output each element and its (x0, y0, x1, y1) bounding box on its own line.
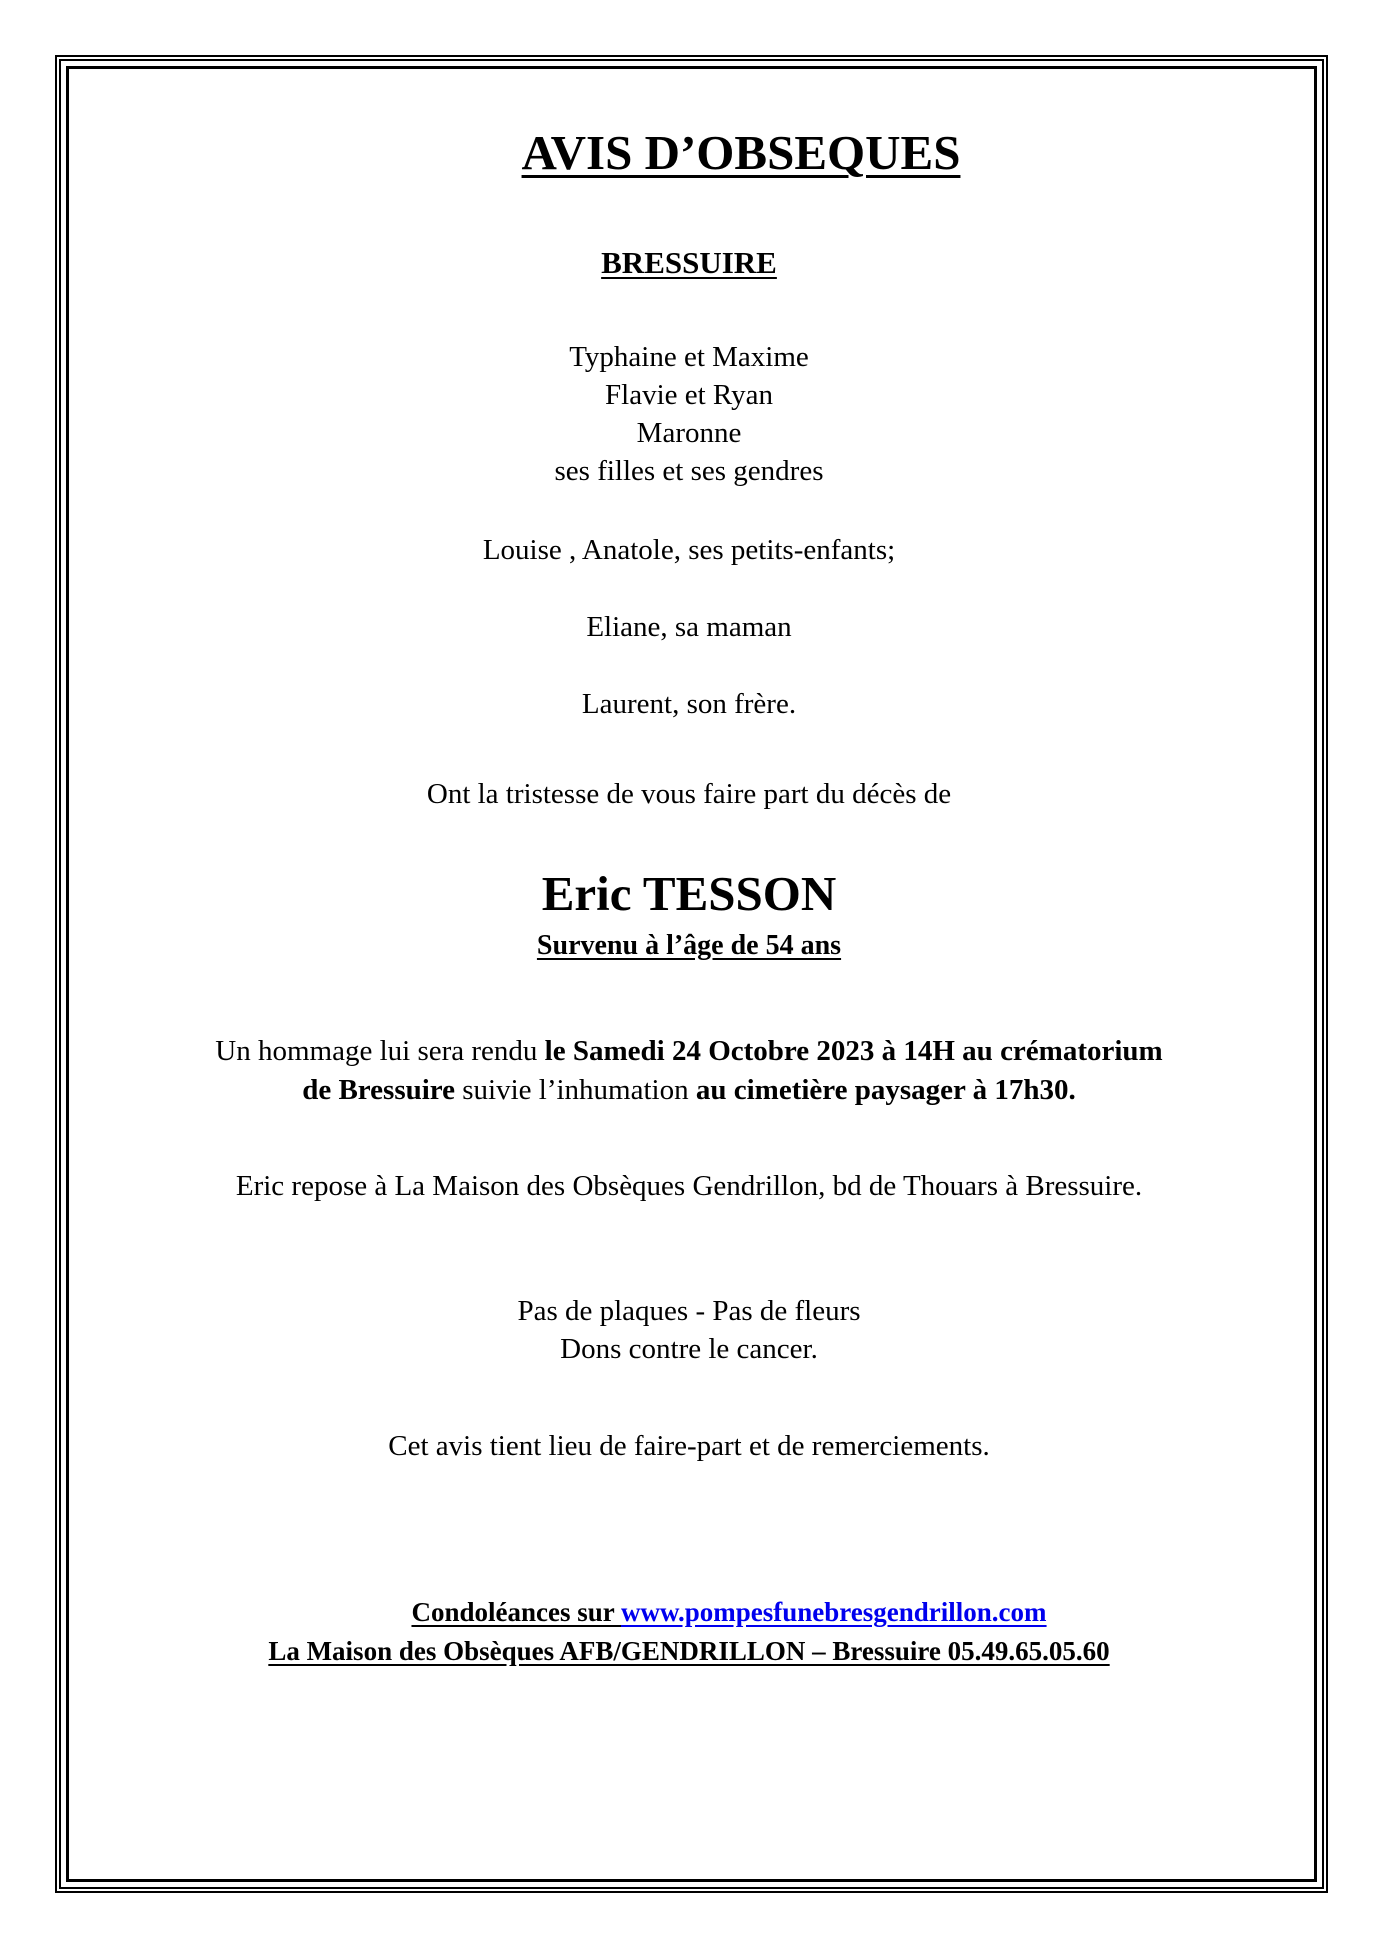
wishes-line-1: Pas de plaques - Pas de fleurs (517, 1295, 861, 1327)
wishes-line-2: Dons contre le cancer. (560, 1333, 818, 1365)
condolences-line (40, 1597, 1378, 1628)
website-link[interactable]: www.pompesfunebresgendrillon.com (621, 1597, 1047, 1627)
family-daughters-1: Typhaine et Maxime (569, 341, 809, 373)
ceremony-intro: Un hommage lui sera rendu (215, 1035, 545, 1067)
deceased-name: Eric TESSON (541, 866, 837, 921)
family-daughters-caption: ses filles et ses gendres (554, 455, 824, 487)
ceremony-burial-intro: suivie l’inhumation (455, 1074, 696, 1106)
notice-title: AVIS D’OBSEQUES (521, 125, 961, 180)
family-daughters-2: Flavie et Ryan (605, 379, 773, 411)
ceremony-burial-place: au cimetière paysager à 17h30. (695, 1074, 1076, 1106)
family-brother: Laurent, son frère. (581, 688, 797, 720)
ceremony-town: de Bressuire (302, 1074, 456, 1106)
family-mother: Eliane, sa maman (586, 611, 792, 643)
family-grandchildren: Louise , Anatole, ses petits-enfants; (482, 534, 896, 566)
closing-text: Cet avis tient lieu de faire-part et de remerciements. (388, 1430, 990, 1462)
announcement-text: Ont la tristesse de vous faire part du décès de (426, 778, 952, 810)
age-line: Survenu à l’âge de 54 ans (536, 930, 842, 961)
repose-text: Eric repose à La Maison des Obsèques Gendrillon, bd de Thouars à Bressuire. (235, 1170, 1143, 1202)
family-daughters-3: Maronne (636, 417, 742, 449)
contact-line: La Maison des Obsèques AFB/GENDRILLON – Bressuire 05.49.65.05.60 (268, 1636, 1110, 1666)
condolences-label: Condoléances sur (411, 1597, 621, 1627)
ceremony-line-2 (0, 1074, 1378, 1107)
ceremony-date-place: le Samedi 24 Octobre 2023 à 14H au crématorium (544, 1035, 1163, 1067)
ceremony-line-1 (0, 1035, 1378, 1068)
city-heading: BRESSUIRE (601, 245, 777, 280)
